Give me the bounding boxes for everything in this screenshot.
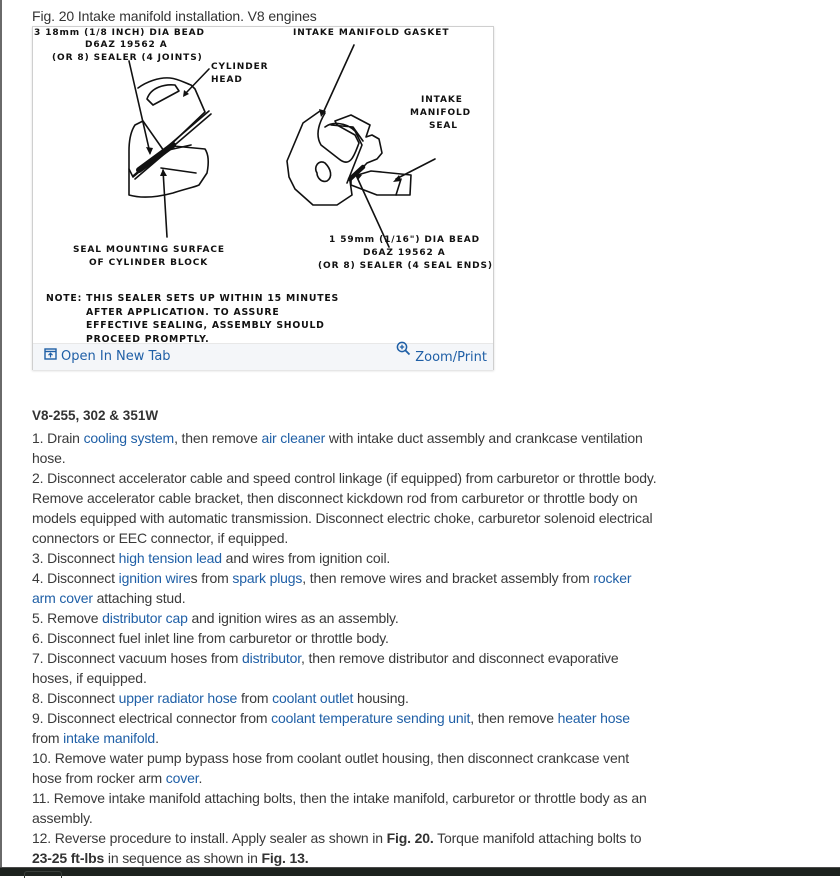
bead-left (139, 145, 173, 170)
step-text: 1. Drain (32, 430, 84, 446)
procedure-step (32, 548, 657, 568)
step-text: 3. Disconnect (32, 550, 119, 566)
step-text: 6. Disconnect fuel inlet line from carburetor or throttle body. (32, 630, 389, 646)
open-in-new-tab-link[interactable] (44, 348, 171, 364)
section-title: V8-255, 302 & 351W (32, 408, 159, 423)
label-bead-right-2: D6AZ 19562 A (363, 248, 446, 258)
figure-note (46, 292, 339, 343)
cylinder-head-outline (129, 78, 205, 177)
emphasis-text: Fig. 13. (261, 850, 309, 866)
figure-image (33, 27, 493, 343)
step-text: from (32, 730, 64, 746)
glossary-link[interactable]: spark plugs (232, 570, 303, 586)
glossary-link[interactable]: intake manifold (63, 730, 156, 746)
step-text: , then remove wires and bracket assembly from (302, 570, 594, 586)
procedure-step (32, 628, 657, 648)
procedure-step (32, 608, 657, 628)
label-bead-left-3: (OR 8) SEALER (4 JOINTS) (52, 53, 203, 63)
open-new-tab-icon (44, 348, 57, 364)
step-text: and wires from ignition coil. (221, 550, 391, 566)
step-text: with intake duct assembly and crankcase ventilation hose. (32, 430, 643, 466)
step-text: attaching stud. (92, 590, 186, 606)
step-text: 10. Remove water pump bypass hose from coolant outlet housing, then disconnect crankcase vent hose from rocker arm (32, 750, 629, 786)
step-text: 9. Disconnect electrical connector from (32, 710, 272, 726)
step-text: 7. Disconnect vacuum hoses from (32, 650, 242, 666)
leader-bead-left (129, 61, 150, 153)
arrowhead-mount (160, 169, 167, 176)
procedure-step (32, 688, 657, 708)
step-text: housing. (353, 690, 409, 706)
leader-gasket (323, 45, 354, 113)
glossary-link[interactable]: rocker arm cover (32, 570, 632, 606)
step-text: in sequence as shown in (104, 850, 262, 866)
step-text: , then remove (174, 430, 262, 446)
step-text: 2. Disconnect accelerator cable and speed control linkage (if equipped) from carburetor or throttle body. Remove accelerator cable bracket, then disconnect kickdown rod from carburetor or throttle body on models equipped with automatic transmission. Disconnect electric choke, carburetor solenoid electrical connectors or EEC connector, if equipped. (32, 470, 657, 546)
glossary-link[interactable]: upper radiator hose (118, 690, 238, 706)
note-line-3: EFFECTIVE SEALING, ASSEMBLY SHOULD (86, 320, 325, 331)
label-bead-left-1: 3 18mm (1/8 INCH) DIA BEAD (34, 28, 205, 38)
leader-mount-surface (163, 170, 167, 237)
procedure-step (32, 828, 657, 868)
glossary-link[interactable]: distributor (241, 650, 302, 666)
procedure-step (32, 468, 657, 548)
glossary-link[interactable]: high tension lead (118, 550, 222, 566)
zoom-print-link[interactable] (396, 344, 487, 363)
step-text: and ignition wires as an assembly. (187, 610, 399, 626)
step-text: from (237, 690, 273, 706)
step-text: 12. Reverse procedure to install. Apply sealer as shown in (32, 830, 387, 846)
procedure-step (32, 708, 657, 748)
figure-caption: Fig. 20 Intake manifold installation. V8 engines (32, 8, 317, 24)
glossary-link[interactable]: ignition wire (118, 570, 191, 586)
open-in-new-tab-label: Open In New Tab (61, 348, 171, 364)
label-cylinder-head-1: CYLINDER (211, 62, 269, 72)
step-text: . (198, 770, 203, 786)
glossary-link[interactable]: distributor cap (102, 610, 188, 626)
procedure-steps (32, 428, 657, 868)
emphasis-text: 23-25 ft-lbs (32, 850, 105, 866)
step-text: 11. Remove intake manifold attaching bolts, then the intake manifold, carburetor or throttle body as an assembly. (32, 790, 647, 826)
glossary-link[interactable]: cover (165, 770, 199, 786)
step-text: 4. Disconnect (32, 570, 119, 586)
label-seal-1: INTAKE (421, 95, 463, 105)
leader-seal (396, 159, 435, 179)
glossary-link[interactable]: air cleaner (261, 430, 326, 446)
label-intake-manifold-gasket: INTAKE MANIFOLD GASKET (293, 28, 450, 38)
figure-container (32, 26, 494, 370)
emphasis-text: Fig. 20. (386, 830, 434, 846)
step-text: Torque manifold attaching bolts to (433, 830, 642, 846)
glossary-link[interactable]: cooling system (83, 430, 175, 446)
arrowhead-seal (393, 175, 401, 182)
gasket-slot (316, 162, 331, 181)
label-mount-surface-1: SEAL MOUNTING SURFACE (73, 245, 225, 255)
magnifier-plus-icon (396, 341, 411, 360)
label-seal-2: MANIFOLD (410, 108, 472, 118)
procedure-step (32, 788, 657, 828)
cylinder-head-inner (147, 85, 179, 105)
note-line-4: PROCEED PROMPTLY. (86, 333, 210, 343)
zoom-print-label: Zoom/Print (415, 350, 487, 365)
label-bead-right-1: 1 59mm (1/16") DIA BEAD (329, 235, 480, 245)
procedure-step (32, 748, 657, 788)
step-text: . (155, 730, 159, 746)
glossary-link[interactable]: coolant temperature sending unit (271, 710, 471, 726)
arrowhead-bead-left (146, 147, 153, 155)
label-mount-surface-2: OF CYLINDER BLOCK (89, 258, 209, 268)
step-text: s from (190, 570, 233, 586)
procedure-step (32, 428, 657, 468)
procedure-step (32, 648, 657, 688)
label-seal-3: SEAL (429, 121, 458, 131)
label-cylinder-head-2: HEAD (211, 75, 243, 85)
step-text: 5. Remove (32, 610, 103, 626)
procedure-step (32, 568, 657, 608)
label-bead-right-3: (OR 8) SEALER (4 SEAL ENDS) (318, 261, 493, 271)
step-text: , then remove distributor and disconnect evaporative hoses, if equipped. (32, 650, 619, 686)
figure-footer (33, 343, 493, 370)
step-text: 8. Disconnect (32, 690, 119, 706)
label-bead-left-2: D6AZ 19562 A (85, 40, 168, 50)
leader-cylinder-head (185, 69, 209, 94)
note-line-1: NOTE: THIS SEALER SETS UP WITHIN 15 MINUTES (46, 293, 339, 304)
window-left-edge (0, 0, 2, 868)
glossary-link[interactable]: heater hose (557, 710, 630, 726)
glossary-link[interactable]: coolant outlet (272, 690, 354, 706)
step-text: , then remove (470, 710, 558, 726)
note-line-2: AFTER APPLICATION. TO ASSURE (86, 306, 280, 318)
